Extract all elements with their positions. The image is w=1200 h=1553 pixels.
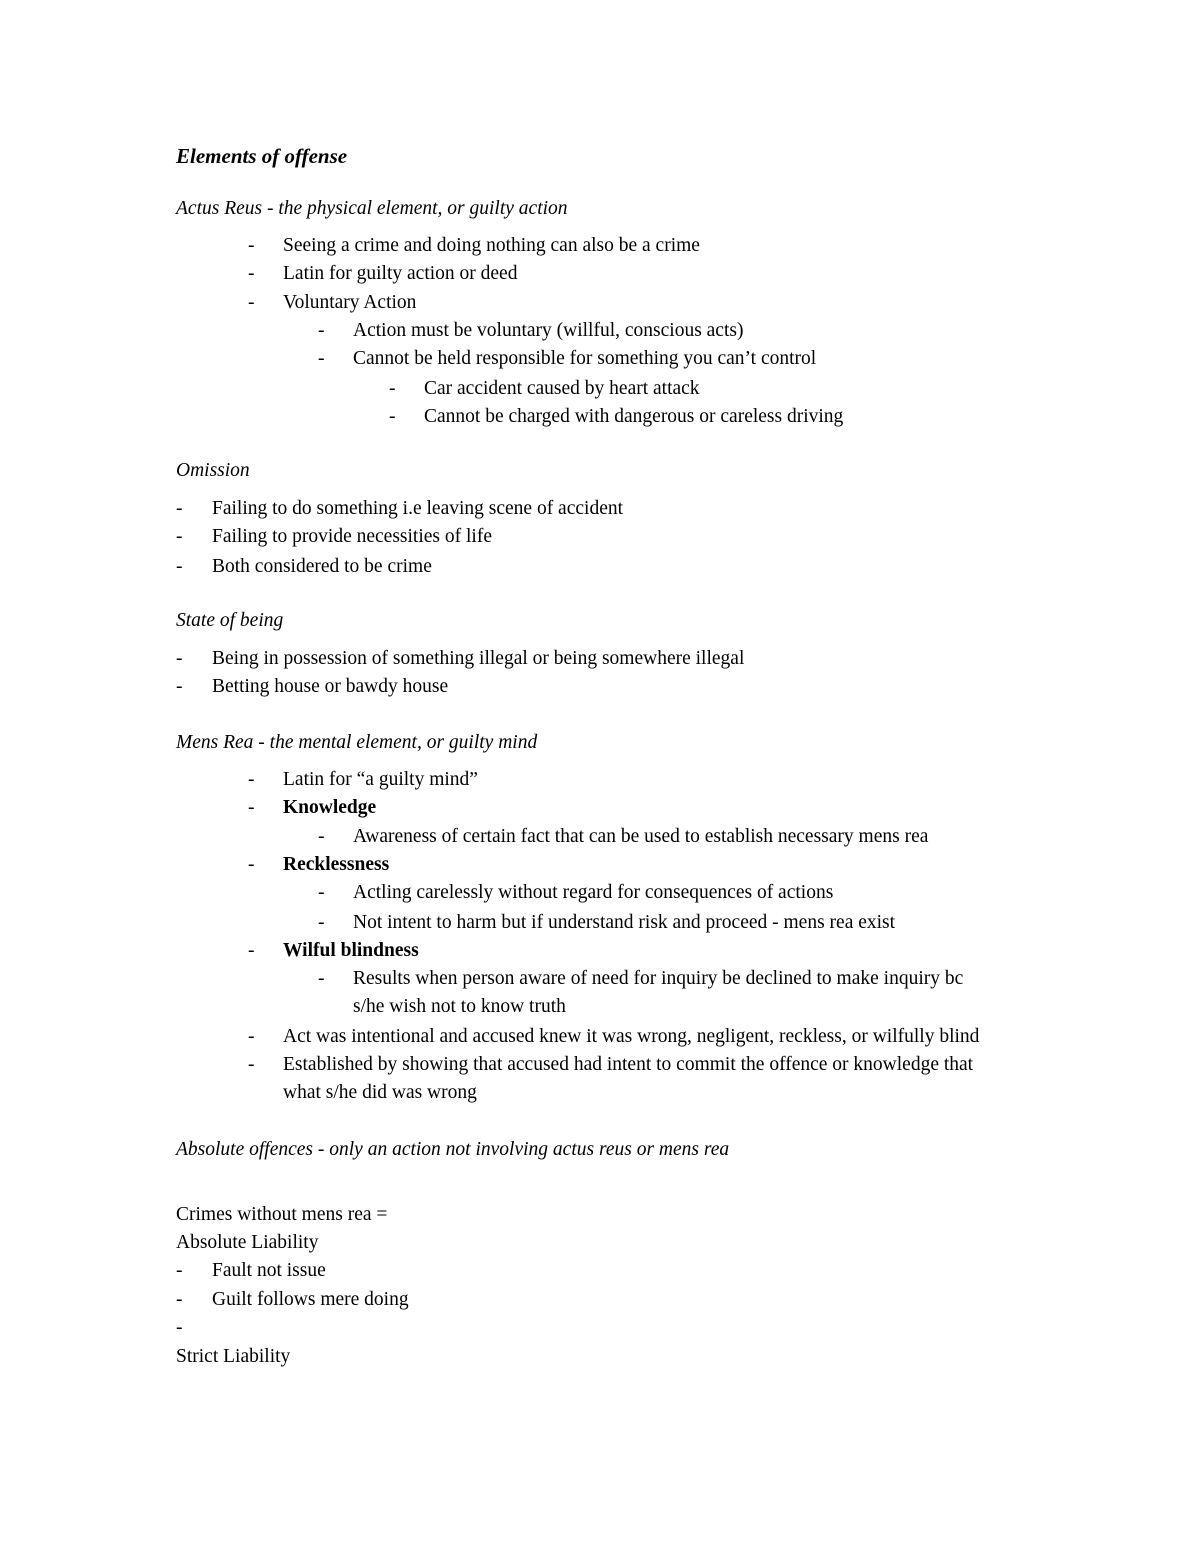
bullet-dash: -: [248, 292, 255, 313]
list-item: Results when person aware of need for inquiry be declined to make inquiry bc: [353, 968, 964, 989]
bullet-dash: -: [318, 320, 325, 341]
bullet-dash: -: [389, 378, 396, 399]
crimes-without-line: Crimes without mens rea =: [176, 1204, 388, 1225]
list-item: Failing to do something i.e leaving scene of accident: [212, 498, 624, 519]
bullet-dash: -: [248, 769, 255, 790]
list-item: Recklessness: [283, 854, 390, 875]
bullet-dash: -: [318, 882, 325, 903]
state-of-being-heading: State of being: [176, 610, 284, 631]
bullet-dash: -: [176, 1260, 183, 1281]
bullet-dash: -: [248, 940, 255, 961]
bullet-dash-empty: -: [176, 1317, 183, 1338]
list-item: Wilful blindness: [283, 940, 419, 961]
bullet-dash: -: [318, 968, 325, 989]
list-item: Cannot be charged with dangerous or careless driving: [424, 406, 844, 427]
list-item: Fault not issue: [212, 1260, 326, 1281]
bullet-dash: -: [318, 912, 325, 933]
bullet-dash: -: [318, 826, 325, 847]
omission-heading: Omission: [176, 460, 250, 481]
list-item: Not intent to harm but if understand risk and proceed - mens rea exist: [353, 912, 896, 933]
list-item: Car accident caused by heart attack: [424, 378, 700, 399]
list-item: Being in possession of something illegal or being somewhere illegal: [212, 648, 745, 669]
actus-reus-heading: Actus Reus - the physical element, or guilty action: [176, 198, 568, 219]
list-item: Betting house or bawdy house: [212, 676, 449, 697]
list-item: Awareness of certain fact that can be used to establish necessary mens rea: [353, 826, 929, 847]
list-item: Failing to provide necessities of life: [212, 526, 492, 547]
bullet-dash: -: [176, 648, 183, 669]
absolute-offences-heading: Absolute offences - only an action not involving actus reus or mens rea: [176, 1139, 730, 1160]
list-item: Actling carelessly without regard for consequences of actions: [353, 882, 834, 903]
bullet-dash: -: [176, 556, 183, 577]
list-item: Established by showing that accused had intent to commit the offence or knowledge that: [283, 1054, 974, 1075]
bullet-dash: -: [248, 1054, 255, 1075]
document-title: Elements of offense: [176, 144, 348, 168]
list-item-continuation: s/he wish not to know truth: [353, 996, 566, 1017]
bullet-dash: -: [248, 235, 255, 256]
list-item: Voluntary Action: [283, 292, 417, 313]
bullet-dash: -: [248, 854, 255, 875]
list-item: Act was intentional and accused knew it was wrong, negligent, reckless, or wilfully blind: [283, 1026, 980, 1047]
bullet-dash: -: [248, 797, 255, 818]
bullet-dash: -: [176, 526, 183, 547]
bullet-dash: -: [176, 1289, 183, 1310]
mens-rea-heading: Mens Rea - the mental element, or guilty mind: [176, 732, 538, 753]
list-item: Latin for guilty action or deed: [283, 263, 518, 284]
absolute-liability-line: Absolute Liability: [176, 1232, 319, 1253]
bullet-dash: -: [176, 498, 183, 519]
list-item: Both considered to be crime: [212, 556, 432, 577]
list-item: Knowledge: [283, 797, 377, 818]
list-item: Latin for “a guilty mind”: [283, 769, 478, 790]
list-item-continuation: what s/he did was wrong: [283, 1082, 477, 1103]
list-item: Guilt follows mere doing: [212, 1289, 409, 1310]
list-item: Seeing a crime and doing nothing can also be a crime: [283, 235, 700, 256]
strict-liability-line: Strict Liability: [176, 1346, 291, 1367]
list-item: Cannot be held responsible for something you can’t control: [353, 348, 817, 369]
bullet-dash: -: [248, 1026, 255, 1047]
bullet-dash: -: [389, 406, 396, 427]
bullet-dash: -: [318, 348, 325, 369]
bullet-dash: -: [176, 676, 183, 697]
bullet-dash: -: [248, 263, 255, 284]
list-item: Action must be voluntary (willful, conscious acts): [353, 320, 744, 341]
